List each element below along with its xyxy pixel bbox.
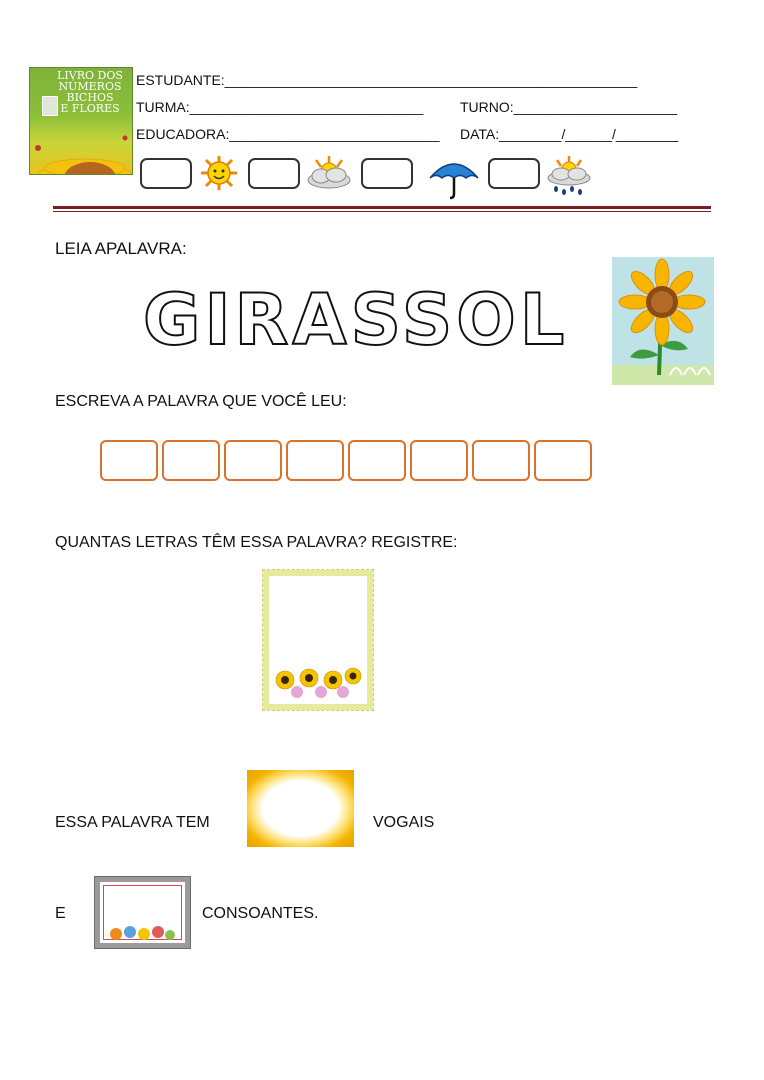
book-title-line: NÚMEROS xyxy=(58,80,122,93)
book-cover-image xyxy=(29,67,133,175)
letter-box[interactable] xyxy=(534,440,592,481)
shift-field[interactable]: TURNO:_____________________ xyxy=(460,99,678,115)
consonants-sentence-suffix: CONSOANTES. xyxy=(202,905,319,922)
book-cover-thumbnail xyxy=(42,96,58,116)
student-field[interactable]: ESTUDANTE:_____________________________________________________ xyxy=(136,72,638,88)
letter-box[interactable] xyxy=(224,440,282,481)
weather-checkbox-sunny[interactable] xyxy=(140,158,192,189)
vowels-sentence-prefix: ESSA PALAVRA TEM xyxy=(55,814,210,831)
teacher-field[interactable]: EDUCADORA:___________________________ xyxy=(136,126,440,142)
consonants-sentence-prefix: E xyxy=(55,905,66,922)
sunflower-icon xyxy=(30,128,132,174)
book-cover-title xyxy=(50,70,130,114)
weather-checkbox-rainy[interactable] xyxy=(361,158,413,189)
weather-checkbox-partly-cloudy[interactable] xyxy=(248,158,300,189)
read-word-instruction: LEIA APALAVRA: xyxy=(55,239,187,258)
flowers-decoration-icon xyxy=(273,664,363,700)
date-field[interactable]: DATA:________/______/________ xyxy=(460,126,679,142)
letter-boxes-row xyxy=(100,440,592,481)
letter-box[interactable] xyxy=(410,440,468,481)
sun-icon xyxy=(196,154,242,192)
header-divider-thin xyxy=(53,211,711,212)
vowels-sentence-suffix: VOGAIS xyxy=(373,814,435,831)
letter-box[interactable] xyxy=(100,440,158,481)
book-title-line: E FLORES xyxy=(60,102,120,115)
vowels-answer-frame[interactable] xyxy=(247,770,354,847)
letter-box[interactable] xyxy=(348,440,406,481)
count-letters-question: QUANTAS LETRAS TÊM ESSA PALAVRA? REGISTRE: xyxy=(55,534,458,551)
word-display: GIRASSOL xyxy=(143,279,569,361)
book-title-line: LIVRO DOS xyxy=(57,69,123,82)
consonants-answer-frame[interactable] xyxy=(95,877,190,948)
weather-checkbox-storm[interactable] xyxy=(488,158,540,189)
write-word-instruction: ESCREVA A PALAVRA QUE VOCÊ LEU: xyxy=(55,393,347,410)
letter-box[interactable] xyxy=(162,440,220,481)
header-divider xyxy=(53,206,711,209)
cloud-sun-icon xyxy=(304,154,354,192)
flowers-decoration-icon xyxy=(108,920,180,942)
umbrella-icon xyxy=(428,156,480,200)
rain-cloud-icon xyxy=(544,154,594,198)
letter-box[interactable] xyxy=(286,440,344,481)
sunflower-picture xyxy=(612,257,714,385)
letter-count-answer-frame[interactable] xyxy=(263,570,373,710)
book-title-line: BICHOS xyxy=(66,91,114,104)
class-field[interactable]: TURMA:______________________________ xyxy=(136,99,424,115)
letter-box[interactable] xyxy=(472,440,530,481)
